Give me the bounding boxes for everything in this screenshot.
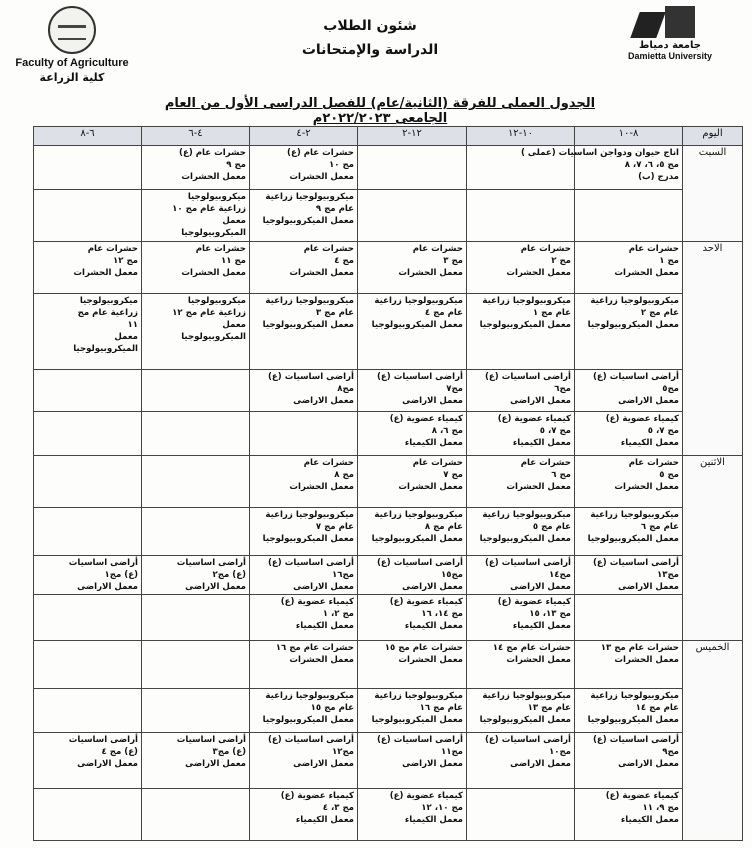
- schedule-cell: [467, 456, 575, 508]
- schedule-cell: [467, 508, 575, 556]
- schedule-cell: [34, 370, 142, 412]
- cell-line: مج ١٠، ١٢: [421, 803, 463, 813]
- schedule-cell: [358, 294, 467, 370]
- cell-line: معمل الاراضى: [402, 582, 463, 592]
- header-slot-1: ٨-١٠: [575, 127, 683, 146]
- cell-line: أراضى اساسيات (ع): [268, 735, 354, 745]
- cell-line: أراضى اساسيات (ع): [593, 558, 679, 568]
- cell-line: معمل الاراضى: [402, 759, 463, 769]
- cell-line: أراضى اساسيات: [176, 558, 246, 568]
- university-name-ar: جامعة دمياط: [639, 40, 701, 51]
- table-row: [34, 595, 743, 641]
- schedule-cell: [142, 242, 250, 294]
- cell-line: معمل الكيمياء: [404, 621, 463, 631]
- cell-line: (ع) مج١: [104, 570, 138, 580]
- cell-line: زراعية عام مج ١٠: [172, 204, 246, 214]
- cell-line: كيمياء عضوية (ع): [280, 791, 354, 801]
- cell-line: مج ٩، ١١: [642, 803, 679, 813]
- cell-line: ميكروبيولوجيا: [187, 192, 246, 202]
- cell-line: معمل الميكروبيولوجيا: [587, 320, 679, 330]
- cell-line: حشرات عام مج ١٣: [600, 643, 679, 653]
- schedule-cell: [575, 789, 683, 841]
- header-slot-5: ٤-٦: [142, 127, 250, 146]
- cell-line: معمل: [222, 320, 246, 330]
- cell-line: معمل الحشرات: [614, 268, 679, 278]
- schedule-cell: [358, 689, 467, 733]
- cell-line: مج١٠: [548, 747, 571, 757]
- schedule-cell: [250, 412, 358, 456]
- cell-line: مج ٢، ١: [322, 609, 354, 619]
- cell-line: ميكروبيولوجيا زراعية: [265, 296, 354, 306]
- schedule-cell: [34, 595, 142, 641]
- cell-line: معمل الكيمياء: [404, 438, 463, 448]
- cell-line: معمل الحشرات: [289, 268, 354, 278]
- table-row: [34, 412, 743, 456]
- table-row: [34, 556, 743, 595]
- cell-line: مج ١: [659, 256, 679, 266]
- schedule-cell: [467, 556, 575, 595]
- cell-line: مج ٥، ٦، ٧، ٨: [624, 160, 679, 170]
- cell-line: عام مج ٣: [315, 308, 354, 318]
- cell-line: عام مج ٩: [315, 204, 354, 214]
- schedule-cell: [250, 370, 358, 412]
- cell-line: أراضى اساسيات (ع): [377, 735, 463, 745]
- schedule-cell: [34, 412, 142, 456]
- table-row: [34, 370, 743, 412]
- day-cell: السبت: [683, 146, 743, 242]
- cell-line: عام مج ٨: [424, 522, 463, 532]
- schedule-cell: [467, 733, 575, 789]
- schedule-cell: [34, 733, 142, 789]
- cell-line: معمل الحشرات: [398, 655, 463, 665]
- cell-line: اناج حيوان ودواجن اساسيات (عملى ): [520, 148, 679, 158]
- schedule-cell: [250, 242, 358, 294]
- faculty-name-ar: كلية الزراعة: [39, 71, 105, 84]
- schedule-cell: [142, 641, 250, 689]
- header-slot-2: ١٠-١٢: [467, 127, 575, 146]
- header-slot-4: ٢-٤: [250, 127, 358, 146]
- cell-line: معمل الكيمياء: [295, 621, 354, 631]
- cell-line: معمل الاراضى: [185, 759, 246, 769]
- faculty-logo-icon: [48, 6, 96, 54]
- schedule-cell: [358, 733, 467, 789]
- schedule-cell: [575, 641, 683, 689]
- cell-line: أراضى اساسيات (ع): [485, 372, 571, 382]
- cell-line: (ع) مج ٤: [101, 747, 138, 757]
- cell-line: ميكروبيولوجيا زراعية: [265, 691, 354, 701]
- cell-line: معمل الميكروبيولوجيا: [371, 320, 463, 330]
- cell-line: مج١٢: [331, 747, 354, 757]
- schedule-cell: [358, 146, 467, 190]
- header-slot-6: ٦-٨: [34, 127, 142, 146]
- schedule-cell: [34, 190, 142, 242]
- schedule-cell: [575, 370, 683, 412]
- cell-line: حشرات عام: [412, 244, 463, 254]
- university-name-en: Damietta University: [627, 51, 713, 61]
- cell-line: (ع) مج٣: [212, 747, 246, 757]
- cell-line: مج٩: [662, 747, 679, 757]
- cell-line: ميكروبيولوجيا زراعية: [590, 691, 679, 701]
- schedule-cell: [34, 641, 142, 689]
- schedule-cell: [142, 456, 250, 508]
- cell-line: حشرات عام: [628, 458, 679, 468]
- cell-line: مج ٧، ٥: [647, 426, 679, 436]
- cell-line: معمل الميكروبيولوجيا: [262, 715, 354, 725]
- schedule-cell: [250, 733, 358, 789]
- schedule-cell: [34, 556, 142, 595]
- cell-line: مج ٣، ٤: [322, 803, 354, 813]
- cell-line: ميكروبيولوجيا زراعية: [265, 192, 354, 202]
- cell-line: معمل الميكروبيولوجيا: [262, 534, 354, 544]
- schedule-cell: [575, 733, 683, 789]
- cell-line: معمل الاراضى: [618, 759, 679, 769]
- schedule-cell: [142, 733, 250, 789]
- faculty-name-en: Faculty of Agriculture: [15, 57, 129, 69]
- day-cell: الاحد: [683, 242, 743, 456]
- schedule-cell: [142, 508, 250, 556]
- cell-line: مج١٤: [548, 570, 571, 580]
- cell-line: معمل الاراضى: [618, 396, 679, 406]
- schedule-cell: [358, 641, 467, 689]
- cell-line: معمل الاراضى: [293, 759, 354, 769]
- cell-line: كيمياء عضوية (ع): [497, 414, 571, 424]
- table-header-row: [34, 127, 743, 146]
- schedule-cell: [250, 556, 358, 595]
- cell-line: ميكروبيولوجيا: [79, 296, 138, 306]
- cell-line: مج٥: [662, 384, 679, 394]
- cell-line: مج٨: [337, 384, 354, 394]
- table-row: [34, 190, 743, 242]
- schedule-cell: [250, 641, 358, 689]
- cell-line: معمل: [114, 332, 138, 342]
- schedule-cell: [358, 595, 467, 641]
- cell-line: حشرات عام مج ١٥: [384, 643, 463, 653]
- cell-line: عام مج ٧: [315, 522, 354, 532]
- schedule-cell: [575, 556, 683, 595]
- cell-line: معمل الميكروبيولوجيا: [479, 715, 571, 725]
- cell-line: مج ١٢: [112, 256, 138, 266]
- table-row: [34, 146, 743, 190]
- cell-line: حشرات عام مج ١٦: [275, 643, 354, 653]
- cell-line: مج ١١: [220, 256, 246, 266]
- schedule-cell: [34, 242, 142, 294]
- table-body: [34, 146, 743, 841]
- schedule-cell: [142, 689, 250, 733]
- cell-line: معمل الميكروبيولوجيا: [371, 715, 463, 725]
- schedule-cell: [142, 412, 250, 456]
- cell-line: معمل الحشرات: [506, 482, 571, 492]
- cell-line: مج ٤: [334, 256, 354, 266]
- cell-line: معمل الميكروبيولوجيا: [479, 534, 571, 544]
- schedule-cell: [358, 456, 467, 508]
- cell-line: مج ٦، ٨: [431, 426, 463, 436]
- schedule-cell: [358, 508, 467, 556]
- cell-line: معمل: [222, 216, 246, 226]
- schedule-cell: [575, 595, 683, 641]
- cell-line: كيمياء عضوية (ع): [389, 414, 463, 424]
- cell-line: ميكروبيولوجيا زراعية: [590, 296, 679, 306]
- cell-line: عام مج ٤: [424, 308, 463, 318]
- cell-line: عام مج ١٣: [527, 703, 571, 713]
- cell-line: ميكروبيولوجيا زراعية: [482, 510, 571, 520]
- cell-line: حشرات عام: [303, 244, 354, 254]
- cell-line: حشرات عام: [412, 458, 463, 468]
- schedule-cell: [358, 789, 467, 841]
- department-line-1: شئون الطلاب: [323, 18, 417, 34]
- schedule-cell: [358, 370, 467, 412]
- cell-line: ميكروبيولوجيا زراعية: [265, 510, 354, 520]
- header-slot-3: ١٢-٢: [358, 127, 467, 146]
- cell-line: أراضى اساسيات (ع): [268, 558, 354, 568]
- cell-line: معمل الميكروبيولوجيا: [371, 534, 463, 544]
- cell-line: ميكروبيولوجيا زراعية: [590, 510, 679, 520]
- cell-line: عام مج ٥: [532, 522, 571, 532]
- schedule-cell: [575, 412, 683, 456]
- schedule-cell: [34, 689, 142, 733]
- cell-line: مج ١٤، ١٦: [421, 609, 463, 619]
- faculty-block: [12, 6, 132, 84]
- cell-line: مج٧: [446, 384, 463, 394]
- schedule-cell: [575, 190, 683, 242]
- cell-line: معمل الميكروبيولوجيا: [262, 320, 354, 330]
- table-row: [34, 456, 743, 508]
- cell-line: معمل الميكروبيولوجيا: [587, 715, 679, 725]
- schedule-cell: [467, 412, 575, 456]
- cell-line: كيمياء عضوية (ع): [605, 414, 679, 424]
- cell-line: معمل الكيمياء: [620, 438, 679, 448]
- cell-line: مج ٣: [443, 256, 463, 266]
- cell-line: معمل الحشرات: [506, 268, 571, 278]
- cell-line: أراضى اساسيات (ع): [268, 372, 354, 382]
- cell-line: أراضى اساسيات (ع): [377, 372, 463, 382]
- cell-line: معمل الاراضى: [510, 396, 571, 406]
- day-cell: الخميس: [683, 641, 743, 841]
- schedule-cell: [250, 789, 358, 841]
- cell-line: معمل الاراضى: [618, 582, 679, 592]
- cell-line: معمل الحشرات: [614, 655, 679, 665]
- cell-line: حشرات عام: [195, 244, 246, 254]
- cell-line: أراضى اساسيات (ع): [377, 558, 463, 568]
- cell-line: مج٦: [554, 384, 571, 394]
- cell-line: حشرات عام: [87, 244, 138, 254]
- header-day: اليوم: [683, 127, 743, 146]
- schedule-cell: [575, 689, 683, 733]
- cell-line: أراضى اساسيات (ع): [485, 558, 571, 568]
- cell-line: حشرات عام: [520, 458, 571, 468]
- schedule-cell: [34, 508, 142, 556]
- cell-line: الميكروبيولوجيا: [73, 344, 138, 354]
- cell-line: أراضى اساسيات: [68, 735, 138, 745]
- cell-line: كيمياء عضوية (ع): [497, 597, 571, 607]
- cell-line: مج ١٠: [328, 160, 354, 170]
- cell-line: معمل الاراضى: [293, 396, 354, 406]
- cell-line: عام مج ٦: [640, 522, 679, 532]
- schedule-cell: [142, 370, 250, 412]
- cell-line: كيمياء عضوية (ع): [280, 597, 354, 607]
- table-row: [34, 789, 743, 841]
- cell-line: مج ٩: [226, 160, 246, 170]
- cell-line: مج ٧: [443, 470, 463, 480]
- cell-line: حشرات عام: [520, 244, 571, 254]
- cell-line: معمل الحشرات: [181, 172, 246, 182]
- schedule-cell: [250, 190, 358, 242]
- schedule-cell: [575, 456, 683, 508]
- cell-line: عام مج ٢: [640, 308, 679, 318]
- cell-line: حشرات عام مج ١٤: [492, 643, 571, 653]
- schedule-cell: [34, 294, 142, 370]
- cell-line: مج١٣: [656, 570, 679, 580]
- cell-line: معمل الميكروبيولوجيا: [587, 534, 679, 544]
- cell-line: مج ٢: [551, 256, 571, 266]
- cell-line: معمل الحشرات: [181, 268, 246, 278]
- schedule-title: الجدول العملى للفرقة (الثانية/عام) للفصل الدراسى الأول من العام الجامعى ٢٠٢٢/٢٠٢٣م: [164, 96, 596, 126]
- cell-line: مج١١: [440, 747, 463, 757]
- schedule-cell: [250, 508, 358, 556]
- cell-line: كيمياء عضوية (ع): [389, 791, 463, 801]
- cell-line: أراضى اساسيات (ع): [593, 372, 679, 382]
- schedule-cell: [467, 689, 575, 733]
- cell-line: معمل الكيمياء: [620, 815, 679, 825]
- cell-line: معمل الحشرات: [614, 482, 679, 492]
- schedule-cell: [467, 294, 575, 370]
- schedule-cell: [250, 689, 358, 733]
- university-block: [600, 4, 740, 61]
- cell-line: أراضى اساسيات: [176, 735, 246, 745]
- cell-line: معمل الكيمياء: [404, 815, 463, 825]
- cell-line: ميكروبيولوجيا زراعية: [374, 510, 463, 520]
- cell-line: معمل الكيمياء: [512, 438, 571, 448]
- table-row: [34, 641, 743, 689]
- day-cell: الاثنين: [683, 456, 743, 641]
- table-row: [34, 733, 743, 789]
- cell-line: معمل الكيمياء: [295, 815, 354, 825]
- cell-line: معمل الاراضى: [293, 582, 354, 592]
- cell-line: معمل الكيمياء: [512, 621, 571, 631]
- cell-line: عام مج ١٥: [310, 703, 354, 713]
- schedule-cell: [467, 789, 575, 841]
- cell-line: معمل الاراضى: [510, 759, 571, 769]
- schedule-cell: [575, 242, 683, 294]
- schedule-cell: [358, 190, 467, 242]
- cell-line: معمل الميكروبيولوجيا: [262, 216, 354, 226]
- cell-line: زراعية عام مج ١٢: [172, 308, 246, 318]
- cell-line: كيمياء عضوية (ع): [389, 597, 463, 607]
- schedule-cell: [467, 190, 575, 242]
- schedule-cell: [467, 595, 575, 641]
- schedule-cell: [34, 456, 142, 508]
- cell-line: معمل الحشرات: [289, 482, 354, 492]
- schedule-cell: [250, 294, 358, 370]
- cell-line: مج ٨: [334, 470, 354, 480]
- schedule-cell: [358, 412, 467, 456]
- cell-line: معمل الاراضى: [510, 582, 571, 592]
- cell-line: معمل الحشرات: [289, 172, 354, 182]
- cell-line: الميكروبيولوجيا: [181, 332, 246, 342]
- cell-line: أراضى اساسيات (ع): [593, 735, 679, 745]
- cell-line: أراضى اساسيات (ع): [485, 735, 571, 745]
- schedule-cell: [142, 556, 250, 595]
- schedule-cell: [142, 595, 250, 641]
- schedule-table: [33, 126, 743, 841]
- cell-line: حشرات عام (ع): [179, 148, 246, 158]
- schedule-cell: [358, 556, 467, 595]
- cell-line: (ع) مج٢: [212, 570, 246, 580]
- cell-line: مج ٧، ٥: [539, 426, 571, 436]
- cell-line: مج١٦: [331, 570, 354, 580]
- cell-line: مج ٦: [551, 470, 571, 480]
- schedule-cell: [142, 294, 250, 370]
- cell-line: معمل الميكروبيولوجيا: [479, 320, 571, 330]
- cell-line: عام مج ١٦: [419, 703, 463, 713]
- cell-line: معمل الحشرات: [398, 268, 463, 278]
- cell-line: مج١٥: [440, 570, 463, 580]
- department-block: [270, 14, 470, 62]
- cell-line: كيمياء عضوية (ع): [605, 791, 679, 801]
- cell-line: عام مج ١: [532, 308, 571, 318]
- schedule-cell: [142, 146, 250, 190]
- cell-line: الميكروبيولوجيا: [181, 228, 246, 238]
- schedule-cell: [34, 146, 142, 190]
- table-row: [34, 242, 743, 294]
- schedule-cell: [250, 146, 358, 190]
- schedule-cell: [34, 789, 142, 841]
- university-logo-icon: [625, 4, 715, 40]
- cell-line: مج ٥: [659, 470, 679, 480]
- cell-line: معمل الاراضى: [77, 582, 138, 592]
- schedule-cell: [467, 641, 575, 689]
- schedule-cell: [467, 242, 575, 294]
- schedule-cell: [575, 294, 683, 370]
- cell-line: ميكروبيولوجيا زراعية: [374, 296, 463, 306]
- cell-line: أراضى اساسيات: [68, 558, 138, 568]
- schedule-cell: [358, 242, 467, 294]
- schedule-cell: [142, 190, 250, 242]
- table-row: [34, 689, 743, 733]
- cell-line: مج ١٣، ١٥: [529, 609, 571, 619]
- cell-line: معمل الحشرات: [289, 655, 354, 665]
- cell-line: معمل الحشرات: [506, 655, 571, 665]
- schedule-cell: [575, 508, 683, 556]
- schedule-cell: [250, 456, 358, 508]
- cell-line: معمل الحشرات: [398, 482, 463, 492]
- department-line-2: الدراسة والإمتحانات: [301, 42, 439, 58]
- cell-line: ميكروبيولوجيا زراعية: [374, 691, 463, 701]
- cell-line: معمل الاراضى: [185, 582, 246, 592]
- cell-line: معمل الحشرات: [73, 268, 138, 278]
- cell-line: ميكروبيولوجيا: [187, 296, 246, 306]
- cell-line: عام مج ١٤: [635, 703, 679, 713]
- schedule-cell: [142, 789, 250, 841]
- cell-line: ١١: [127, 320, 138, 330]
- cell-line: حشرات عام: [628, 244, 679, 254]
- table-row: [34, 294, 743, 370]
- schedule-cell: [250, 595, 358, 641]
- cell-line: معمل الاراضى: [402, 396, 463, 406]
- cell-line: مدرج (ب): [638, 172, 679, 182]
- cell-line: ميكروبيولوجيا زراعية: [482, 691, 571, 701]
- cell-line: زراعية عام مج: [77, 308, 138, 318]
- schedule-cell: [520, 146, 683, 190]
- cell-line: حشرات عام: [303, 458, 354, 468]
- schedule-cell: [467, 370, 575, 412]
- cell-line: معمل الاراضى: [77, 759, 138, 769]
- cell-line: ميكروبيولوجيا زراعية: [482, 296, 571, 306]
- cell-line: حشرات عام (ع): [287, 148, 354, 158]
- table-row: [34, 508, 743, 556]
